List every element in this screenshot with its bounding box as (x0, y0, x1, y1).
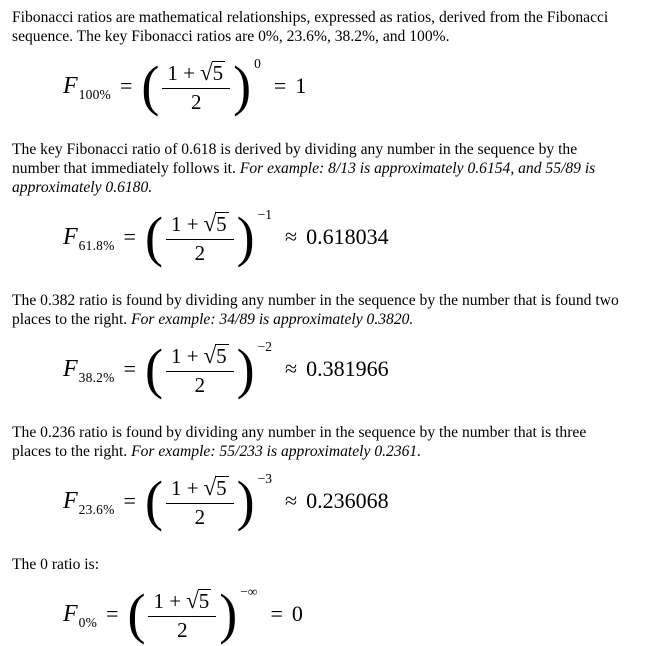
equals-sign: = (123, 224, 136, 249)
formula-result: 0.381966 (306, 356, 389, 381)
formula-38-2pct (63, 337, 655, 401)
radical-sign: √ (199, 59, 213, 85)
relation-sign: ≈ (285, 488, 298, 513)
fraction (162, 60, 230, 115)
formula-variable: F (63, 72, 78, 99)
close-paren: ) (236, 469, 255, 533)
text-run-italic: approximately 0.6180. (12, 179, 153, 196)
text-run: The 0 ratio is: (12, 556, 100, 573)
text-line (12, 27, 655, 46)
formula-result: 0 (291, 601, 303, 626)
text-run-italic: For example: 55/233 is approximately 0.2361. (131, 443, 422, 460)
radicand: 5 (216, 343, 227, 368)
relation-sign: = (273, 73, 287, 98)
paragraph-61-8 (12, 140, 655, 197)
fraction (166, 475, 234, 530)
fraction-numerator: 1 + √ 5 (153, 587, 210, 613)
formula-61-8pct (63, 205, 655, 269)
fraction-numerator: 1 + √ 5 (167, 59, 224, 85)
text-run: The 0.236 ratio is found by dividing any number in the sequence by the number that is three (12, 424, 587, 441)
radicand: 5 (198, 588, 210, 613)
fraction-denominator: 2 (166, 371, 234, 398)
radicand: 5 (216, 475, 227, 500)
text-run: places to the right. (12, 311, 132, 328)
paragraph-intro (12, 8, 655, 46)
relation-sign: ≈ (285, 356, 298, 381)
document-page (12, 8, 655, 646)
formula-exponent: −2 (257, 339, 273, 354)
radicand: 5 (216, 211, 227, 236)
formula-exponent: −1 (257, 207, 273, 222)
equals-sign: = (106, 601, 119, 626)
formula-exponent: −3 (257, 471, 273, 486)
text-run: The 0.382 ratio is found by dividing any number in the sequence by the number that is found two (12, 292, 619, 309)
text-line (12, 310, 655, 329)
fraction (166, 343, 234, 398)
close-paren: ) (233, 54, 252, 118)
text-run: sequence. The key Fibonacci ratios are 0%, 23.6%, 38.2%, and 100%. (12, 28, 450, 45)
radical-sign: √ (203, 342, 217, 368)
formula-subscript: 23.6% (78, 501, 115, 517)
relation-sign: ≈ (285, 224, 298, 249)
equals-sign: = (123, 488, 136, 513)
open-paren: ( (144, 205, 163, 269)
open-paren: ( (144, 469, 163, 533)
equals-sign: = (119, 73, 133, 98)
paragraph-zero (12, 555, 655, 574)
text-line (12, 423, 655, 442)
formula-variable: F (63, 355, 78, 382)
fraction (148, 588, 216, 643)
formula-23-6pct (63, 469, 655, 533)
formula-subscript: 100% (78, 86, 111, 102)
text-line (12, 442, 655, 461)
text-line (12, 555, 655, 574)
text-run-italic: For example: 8/13 is approximately 0.6154, and 55/89 is (239, 160, 596, 177)
text-run-italic: For example: 34/89 is approximately 0.3820. (131, 311, 414, 328)
formula-exponent: 0 (254, 56, 261, 71)
formula-variable: F (63, 223, 78, 250)
formula-result: 1 (295, 73, 307, 98)
formula-variable: F (63, 487, 78, 514)
radical-sign: √ (203, 474, 217, 500)
fraction-numerator: 1 + √ 5 (170, 474, 227, 500)
close-paren: ) (236, 337, 255, 401)
open-paren: ( (141, 54, 160, 118)
text-line (12, 291, 655, 310)
formula-exponent: −∞ (240, 584, 258, 599)
paragraph-23-6 (12, 423, 655, 461)
formula-result: 0.236068 (306, 488, 389, 513)
close-paren: ) (219, 582, 238, 646)
text-run: places to the right. (12, 443, 132, 460)
text-run: number that immediately follows it. (12, 160, 240, 177)
radical-sign: √ (203, 210, 217, 236)
text-line (12, 140, 655, 159)
fraction (166, 211, 234, 266)
fraction-numerator: 1 + √ 5 (170, 210, 227, 236)
formula-subscript: 38.2% (78, 369, 115, 385)
formula-variable: F (63, 600, 78, 627)
paragraph-38-2 (12, 291, 655, 329)
fraction-denominator: 2 (166, 239, 234, 266)
open-paren: ( (144, 337, 163, 401)
formula-100pct (63, 54, 655, 118)
fraction-denominator: 2 (166, 503, 234, 530)
text-run: Fibonacci ratios are mathematical relationships, expressed as ratios, derived from the Fibonacci (12, 9, 609, 26)
fraction-denominator: 2 (162, 88, 230, 115)
formula-lhs (63, 601, 97, 628)
text-line (12, 8, 655, 27)
formula-subscript: 0% (78, 614, 98, 630)
formula-lhs (63, 488, 115, 515)
text-line (12, 178, 655, 197)
fraction-numerator: 1 + √ 5 (170, 342, 227, 368)
formula-subscript: 61.8% (78, 237, 115, 253)
text-line (12, 159, 655, 178)
fraction-denominator: 2 (148, 616, 216, 643)
radical-sign: √ (186, 587, 199, 613)
formula-lhs (63, 73, 111, 100)
open-paren: ( (127, 582, 146, 646)
formula-lhs (63, 356, 115, 383)
equals-sign: = (123, 356, 136, 381)
formula-lhs (63, 224, 115, 251)
formula-0pct (63, 582, 655, 646)
formula-result: 0.618034 (306, 224, 389, 249)
radicand: 5 (212, 60, 224, 85)
close-paren: ) (236, 205, 255, 269)
relation-sign: = (270, 601, 283, 626)
text-run: The key Fibonacci ratio of 0.618 is derived by dividing any number in the sequence by the (12, 141, 578, 158)
